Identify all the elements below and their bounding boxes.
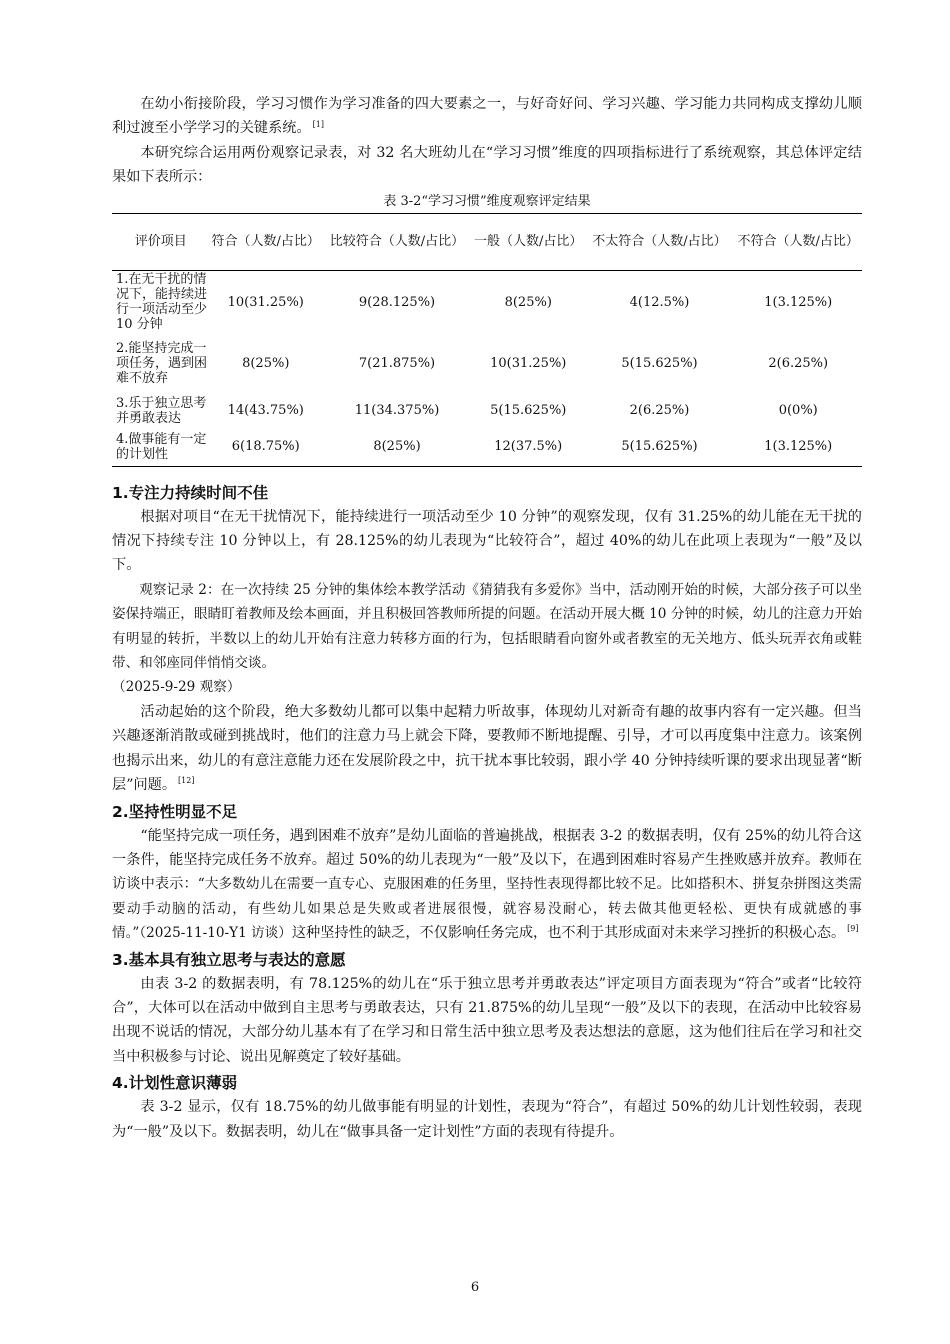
header-fairly-conform: 比较符合（人数/占比） [329,234,465,250]
section-1-paragraph-1: 根据对项目“在无干扰情况下，能持续进行一项活动至少 10 分钟”的观察发现，仅有 31.25%的幼儿能在无干扰的情况下持续专注 10 分钟以上，有 28.125%的幼儿表现为“比较符合”，超过 40%的幼儿在此项上表现为“一般”及以下。 [112,508,862,574]
observation-results-table [112,213,862,467]
header-not-quite: 不太符合（人数/占比） [592,234,727,250]
row-item-label: 1.在无干扰的情况下，能持续进行一项活动至少 10 分钟 [116,272,208,333]
section-3-paragraph-1: 由表 3-2 的数据表明，有 78.125%的幼儿在“乐于独立思考并勇敢表达”评定项目方面表现为“符合”或者“比较符合”，大体可以在活动中做到自主思考与勇敢表达，只有 21.875%的幼儿呈现“一般”及以下的表现，在活动中比较容易出现不说话的情况，大部分幼儿基本有了在学习和日常生活中独立思考及表达想法的意愿，这为他们往后在学习和社交当中积极参与讨论、说出见解奠定了较好基础。 [112,975,862,1065]
row-item-label: 3.乐于独立思考并勇敢表达 [116,395,207,426]
table-cell: 10(31.25%) [490,356,567,372]
table-row [112,270,862,334]
table-cell: 12(37.5%) [494,439,563,455]
header-average: 一般（人数/占比） [474,234,583,250]
table-cell: 9(28.125%) [358,294,436,310]
section-1-paragraph-2: 活动起始的这个阶段，绝大多数幼儿都可以集中起精力听故事，体现幼儿对新奇有趣的故事内容有一定兴趣。但当兴趣逐渐消散或碰到挑战时，他们的注意力马上就会下降，要教师不断地提醒、引导，才可以再度集中注意力。该案例也揭示出来，幼儿的有意注意能力还在发展阶段之中，抗干扰本事比较弱，跟小学 40 分钟持续听课的要求出现显著“断层”问题。 [12] [112,703,862,794]
table-row [112,394,862,428]
table-row [112,334,862,394]
section-heading-persistence: 2.坚持性明显不足 [112,802,238,821]
section-heading-attention: 1.专注力持续时间不佳 [112,483,269,502]
table-cell: 8(25%) [504,294,552,310]
table-cell: 1(3.125%) [764,294,833,310]
intro-paragraph-2: 本研究综合运用两份观察记录表，对 32 名大班幼儿在“学习习惯”维度的四项指标进行了系统观察，其总体评定结果如下表所示： [112,144,862,186]
table-cell: 7(21.875%) [358,356,436,372]
table-cell: 10(31.25%) [227,294,304,310]
row-item-label: 2.能坚持完成一项任务，遇到困难不放弃 [116,341,208,387]
page-number: 6 [470,1280,480,1295]
row-item-label: 4.做事能有一定的计划性 [116,431,207,462]
observation-date: （2025-9-29 观察） [112,679,241,696]
table-cell: 6(18.75%) [231,439,300,455]
intro-paragraph-1: 在幼小衔接阶段，学习习惯作为学习准备的四大要素之一，与好奇好问、学习兴趣、学习能力共同构成支撑幼儿顺利过渡至小学学习的关键系统。 [1] [112,96,862,137]
table-cell: 1(3.125%) [764,439,833,455]
teacher-interview-quote: “大多数幼儿在需要一直专心、克服困难的任务里，坚持性表现得都比较不足。比如搭积木、拼复杂拼图这类需要动手动脑的活动，有些幼儿如果总是失败或者进展很慢，就容易没耐心，转去做其他更轻松、更快有成就感的事情。”（2025-11-10-Y1 访谈） [112,876,862,942]
document-page [112,92,862,1144]
section-heading-independent-thinking: 3.基本具有独立思考与表达的意愿 [112,950,346,969]
section-4-paragraph-1: 表 3-2 显示，仅有 18.75%的幼儿做事能有明显的计划性，表现为“符合”，有超过 50%的幼儿计划性较弱，表现为“一般”及以下。数据表明，幼儿在“做事具备一定计划性”方面的表现有待提升。 [112,1099,862,1140]
table-cell: 4(12.5%) [629,294,690,310]
table-cell: 14(43.75%) [227,403,304,419]
table-cell: 0(0%) [778,403,818,419]
citation-ref: [1] [312,119,324,129]
table-caption: 表 3-2“学习习惯”维度观察评定结果 [383,193,591,209]
section-heading-planning: 4.计划性意识薄弱 [112,1074,238,1093]
citation-ref: [12] [178,776,195,786]
table-cell: 2(6.25%) [629,403,690,419]
header-item: 评价项目 [134,234,187,250]
header-conform: 符合（人数/占比） [211,234,320,250]
citation-ref: [9] [847,924,859,934]
table-cell: 5(15.625%) [490,403,567,419]
header-not-conform: 不符合（人数/占比） [737,234,859,250]
table-cell: 8(25%) [242,356,290,372]
table-row [112,428,862,467]
table-cell: 8(25%) [373,439,421,455]
table-cell: 5(15.625%) [621,356,698,372]
table-cell: 11(34.375%) [354,403,440,419]
table-cell: 2(6.25%) [768,356,829,372]
table-cell: 5(15.625%) [621,439,698,455]
observation-record: 观察记录 2：在一次持续 25 分钟的集体绘本教学活动《猜猜我有多爱你》当中，活动刚开始的时候，大部分孩子可以坐姿保持端正，眼睛盯着教师及绘本画面，并且积极回答教师所提的问题。在活动开展大概 10 分钟的时候，幼儿的注意力开始有明显的转折，半数以上的幼儿开始有注意力转移方面的行为，包括眼睛看向窗外或者教室的无关地方、低头玩弄衣角或鞋带、和邻座同伴悄悄交谈。 [112,581,862,672]
section-2-paragraph-1: “能坚持完成一项任务，遇到困难不放弃”是幼儿面临的普遍挑战，根据表 3-2 的数据表明，仅有 25%的幼儿符合这一条件，能坚持完成任务不放弃。超过 50%的幼儿表现为“一般”及以下，在遇到困难时容易产生挫败感并放弃。教师在访谈中表示：“大多数幼儿在需要一直专心、克服困难的任务里，坚持性表现得都比较不足。比如搭积木、拼复杂拼图这类需要动手动脑的活动，有些幼儿如果总是失败或者进展很慢，就容易没耐心，转去做其他更轻松、更快有成就感的事情。”（2025-11-10-Y1 访谈）这种坚持性的缺乏，不仅影响任务完成，也不利于其形成面对未来学习挫折的积极心态。 [9] [112,827,862,942]
table-header-row [112,213,862,270]
